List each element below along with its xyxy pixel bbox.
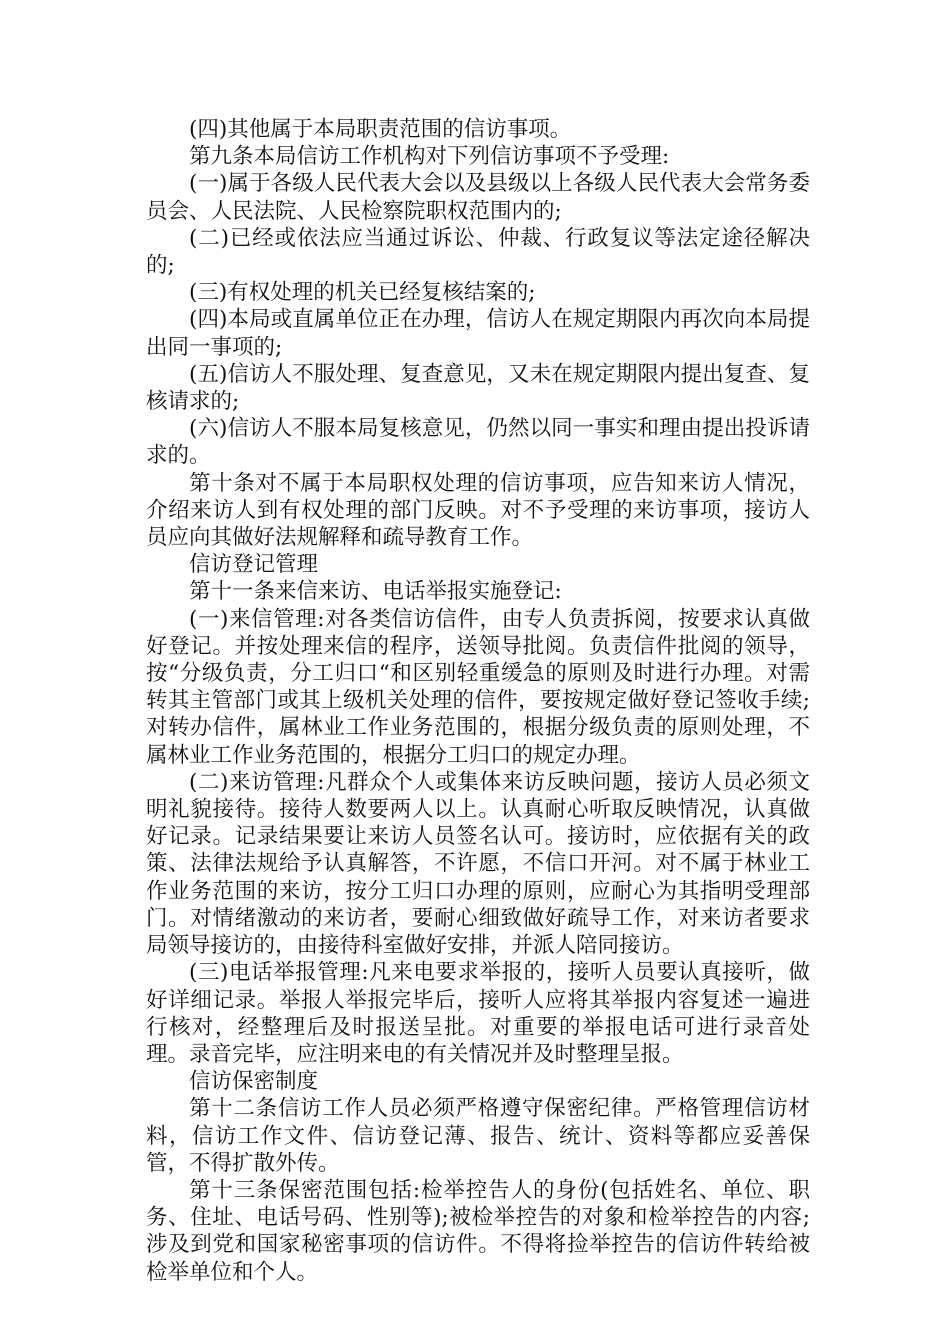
paragraph-item-2: (二)已经或依法应当通过诉讼、仲裁、行政复议等法定途径解决的; (146, 225, 810, 279)
section-heading-confidentiality: 信访保密制度 (189, 1069, 319, 1095)
paragraph-article-12: 第十二条信访工作人员必须严格遵守保密纪律。严格管理信访材料，信访工作文件、信访登记薄、报告、统计、资料等都应妥善保管，不得扩散外传。 (146, 1096, 810, 1176)
paragraph-item-4: (四)本局或直属单位正在办理，信访人在规定期限内再次向本局提出同一事项的; (146, 307, 810, 360)
paragraph-item-5: (五)信访人不服处理、复查意见，又未在规定期限内提出复查、复核请求的; (146, 361, 810, 415)
paragraph-item-3: (三)有权处理的机关已经复核结案的; (189, 280, 536, 306)
paragraph-article-10: 第十条对不属于本局职权处理的信访事项，应告知来访人情况，介绍来访人到有权处理的部门反映。对不予受理的来访事项，接访人员应向其做好法规解释和疏导教育工作。 (146, 470, 810, 551)
paragraph-item-4-other: (四)其他属于本局职责范围的信访事项。 (189, 117, 572, 142)
section-heading-registration: 信访登记管理 (189, 552, 319, 578)
paragraph-phone-report-management: (三)电话举报管理:凡来电要求举报的，接听人员要认真接听，做好详细记录。举报人举报完毕后，接听人应将其举报内容复述一遍进行核对，经整理后及时报送呈批。对重要的举报电话可进行录音处理。录音完毕，应注明来电的有关情况并及时整理呈报。 (146, 960, 810, 1067)
document-body (146, 116, 810, 1286)
paragraph-item-6: (六)信访人不服本局复核意见，仍然以同一事实和理由提出投诉请求的。 (146, 416, 810, 469)
paragraph-article-9: 第九条本局信访工作机构对下列信访事项不予受理: (189, 144, 670, 170)
paragraph-article-13: 第十三条保密范围包括:检举控告人的身份(包括姓名、单位、职务、住址、电话号码、性别等);被检举控告的对象和检举控告的内容;涉及到党和国家秘密事项的信访件。不得将捡举控告的信访件转给被检举单位和个人。 (146, 1177, 810, 1285)
paragraph-item-1: (一)属于各级人民代表大会以及县级以上各级人民代表大会常务委员会、人民法院、人民检察院职权范围内的; (146, 171, 810, 224)
paragraph-letter-management: (一)来信管理:对各类信访信件，由专人负责拆阅，按要求认真做好登记。并按处理来信的程序，送领导批阅。负责信件批阅的领导，按“分级负责，分工归口“和区别轻重缓急的原则及时进行办理。对需转其主管部门或其上级机关处理的信件，要按规定做好登记签收手续;对转办信件，属林业工作业务范围的，根据分级负责的原则处理，不属林业工作业务范围的，根据分工归口的规定办理。 (146, 606, 810, 768)
paragraph-article-11: 第十一条来信来访、电话举报实施登记: (189, 579, 562, 605)
paragraph-visit-management: (二)来访管理:凡群众个人或集体来访反映问题，接访人员必须文明礼貌接待。接待人数要两人以上。认真耐心听取反映情况，认真做好记录。记录结果要让来访人员签名认可。接访时，应依据有关的政策、法律法规给予认真解答，不许愿，不信口开河。对不属于林业工作业务范围的来访，按分工归口办理的原则，应耐心为其指明受理部门。对情绪激动的来访者，要耐心细致做好疏导工作，对来访者要求局领导接访的，由接待科室做好安排，并派人陪同接访。 (146, 769, 810, 959)
